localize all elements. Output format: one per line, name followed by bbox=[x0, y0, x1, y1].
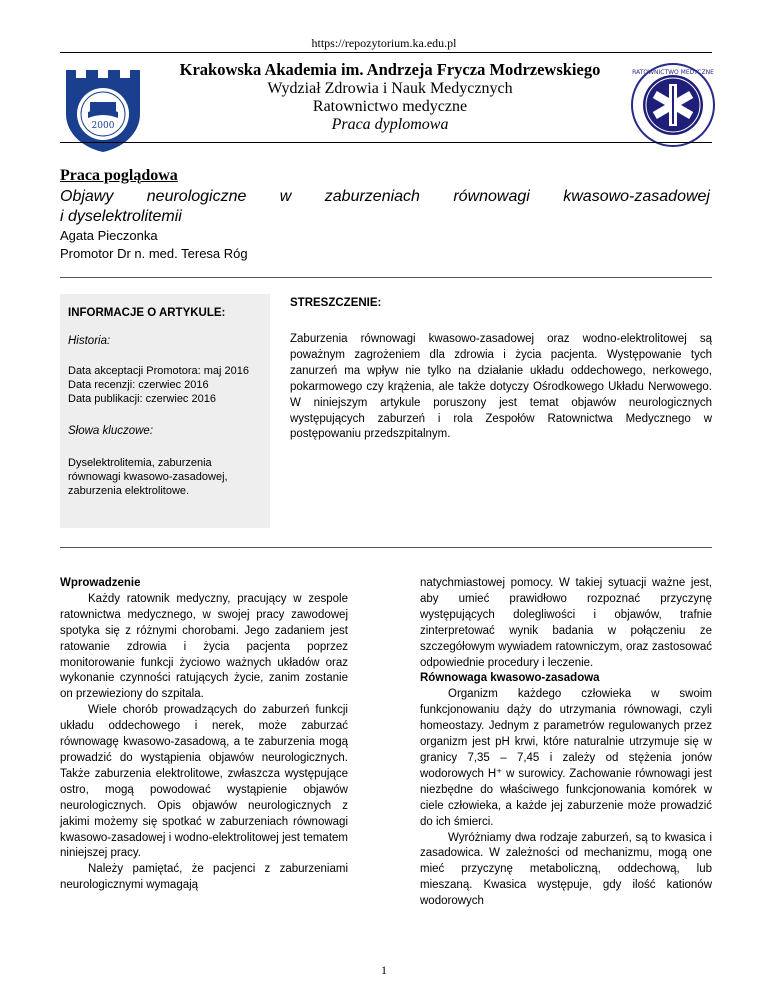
title-word: Objawy bbox=[60, 188, 114, 205]
university-logo bbox=[60, 62, 146, 154]
paragraph: Organizm każdego człowieka w swoim funkcjonowaniu dąży do utrzymania równowagi, czyli homeostazy. Jednym z parametrów regulowanych przez organizm jest pH krwi, które naturalnie utrzymuje się w granicy 7,35 – 7,45 i zależy od stężenia jonów wodorowych H⁺ w surowicy. Zachowanie równowagi jest niezbędne do właściwego funkcjonowania komórek w ciele człowieka, a każde jej zaburzenie może prowadzić do ich śmierci. bbox=[420, 688, 712, 828]
program-name: Ratownictwo medyczne bbox=[312, 98, 468, 115]
author: Agata Pieczonka bbox=[60, 228, 158, 243]
section-divider bbox=[60, 277, 712, 278]
rescue-logo bbox=[630, 62, 716, 148]
article-title bbox=[60, 187, 710, 227]
logo-year: 2000 bbox=[91, 121, 115, 131]
paragraph: Wyróżniamy dwa rodzaje zaburzeń, są to kwasica i zasadowica. W zależności od mechanizmu, mogą one mieć przyczynę metaboliczną, oddechową, lub mieszaną. Kwasica występuje, gdy ilość kationów wodorowych bbox=[420, 831, 712, 908]
promotor: Promotor Dr n. med. Teresa Róg bbox=[60, 246, 248, 261]
title-word: neurologiczne bbox=[146, 188, 247, 205]
title-word: w bbox=[279, 188, 292, 205]
body-column-left bbox=[60, 576, 348, 894]
header-bottom-rule bbox=[60, 142, 712, 143]
title-line-2: i dyselektrolitemii bbox=[60, 208, 182, 225]
intro-heading: Wprowadzenie bbox=[60, 577, 141, 589]
section-divider bbox=[60, 547, 712, 548]
header-top-rule bbox=[60, 52, 712, 53]
date-review: Data recenzji: czerwiec 2016 bbox=[68, 379, 209, 391]
abstract-heading: STRESZCZENIE: bbox=[290, 297, 382, 309]
faculty-name: Wydział Zdrowia i Nauk Medycznych bbox=[267, 80, 513, 97]
balance-heading: Równowaga kwasowo-zasadowa bbox=[420, 672, 600, 685]
date-publication: Data publikacji: czerwiec 2016 bbox=[68, 393, 216, 405]
title-word: równowagi bbox=[453, 188, 530, 205]
paragraph: Każdy ratownik medyczny, pracujący w zespole ratownictwa medycznego, w swojej pracy zawodowej spotyka się z różnymi chorobami. Jego zadaniem jest ratowanie zdrowia i życia pacjenta poprzez monitorowanie funkcji życiowo ważnych układów oraz wykonanie czynności ratujących życie, zanim zostanie on przewieziony do szpitala. bbox=[60, 592, 348, 701]
date-acceptance: Data akceptacji Promotora: maj 2016 bbox=[68, 365, 249, 377]
logo-ring-text: RATOWNICTWO MEDYCZNE bbox=[632, 69, 714, 76]
star-of-life-icon bbox=[632, 64, 714, 146]
paragraph: Należy pamiętać, że pacjenci z zaburzeniami neurologicznymi wymagają bbox=[60, 863, 348, 892]
paragraph: Wiele chorób prowadzących do zaburzeń funkcji układu oddechowego i nerek, może zaburzać równowagę kwasowo-zasadową, a te zaburzenia mogą prowadzić do wystąpienia objawów neurologicznych. Także zaburzenia elektrolitowe, zwłaszcza występujące ostro, mogą powodować wystąpienie objawów neurologicznych. Opis objawów neurologicznych z jakimi możemy się spotkać w zaburzeniach równowagi kwasowo-zasadowej i wodno-elektrolitowej jest tematem niniejszej pracy. bbox=[60, 704, 348, 860]
keywords: Dyselektrolitemia, zaburzenia równowagi kwasowo-zasadowej, zaburzenia elektrolitowe. bbox=[68, 457, 228, 497]
title-line-1 bbox=[60, 187, 710, 207]
paragraph: natychmiastowej pomocy. W takiej sytuacji ważne jest, aby umieć prawidłowo rozpoznać przyczynę występujących dolegliwości i objawów, trafnie zinterpretować wynik badania w połączeniu ze szczegółowym wywiadem ratowniczym, oraz zastosować odpowiednie procedury i leczenie. bbox=[420, 577, 712, 669]
castle-crest-icon bbox=[66, 70, 140, 152]
university-name: Krakowska Akademia im. Andrzeja Frycza Modrzewskiego bbox=[179, 60, 601, 79]
keywords-label: Słowa kluczowe: bbox=[68, 425, 154, 437]
thesis-type: Praca dyplomowa bbox=[331, 116, 449, 133]
repository-url: https://repozytorium.ka.edu.pl bbox=[311, 36, 457, 50]
history-label: Historia: bbox=[68, 335, 111, 347]
info-heading: INFORMACJE O ARTYKULE: bbox=[68, 307, 226, 319]
title-word: kwasowo-zasadowej bbox=[563, 188, 710, 205]
abstract-text: Zaburzenia równowagi kwasowo-zasadowej oraz wodno-elektrolitowej są poważnym zagrożeniem dla zdrowia i życia pacjenta. Występowanie tych zanurzeń ma wpływ nie tylko na działanie układu oddechowego, nerkowego, pokarmowego czy krążenia, ale także dotyczy Ośrodkowego Układu Nerwowego. W niniejszym artykule poruszony jest temat objawów neurologicznych występujących zaburzeń i rola Zespołów Ratownictwa Medycznego w postępowaniu przedszpitalnym. bbox=[290, 333, 712, 441]
article-info-box bbox=[60, 294, 270, 528]
history-dates bbox=[68, 364, 249, 406]
article-type: Praca poglądowa bbox=[60, 167, 178, 184]
page-number: 1 bbox=[381, 963, 387, 977]
body-column-right bbox=[420, 576, 712, 910]
title-word: zaburzeniach bbox=[324, 188, 420, 205]
